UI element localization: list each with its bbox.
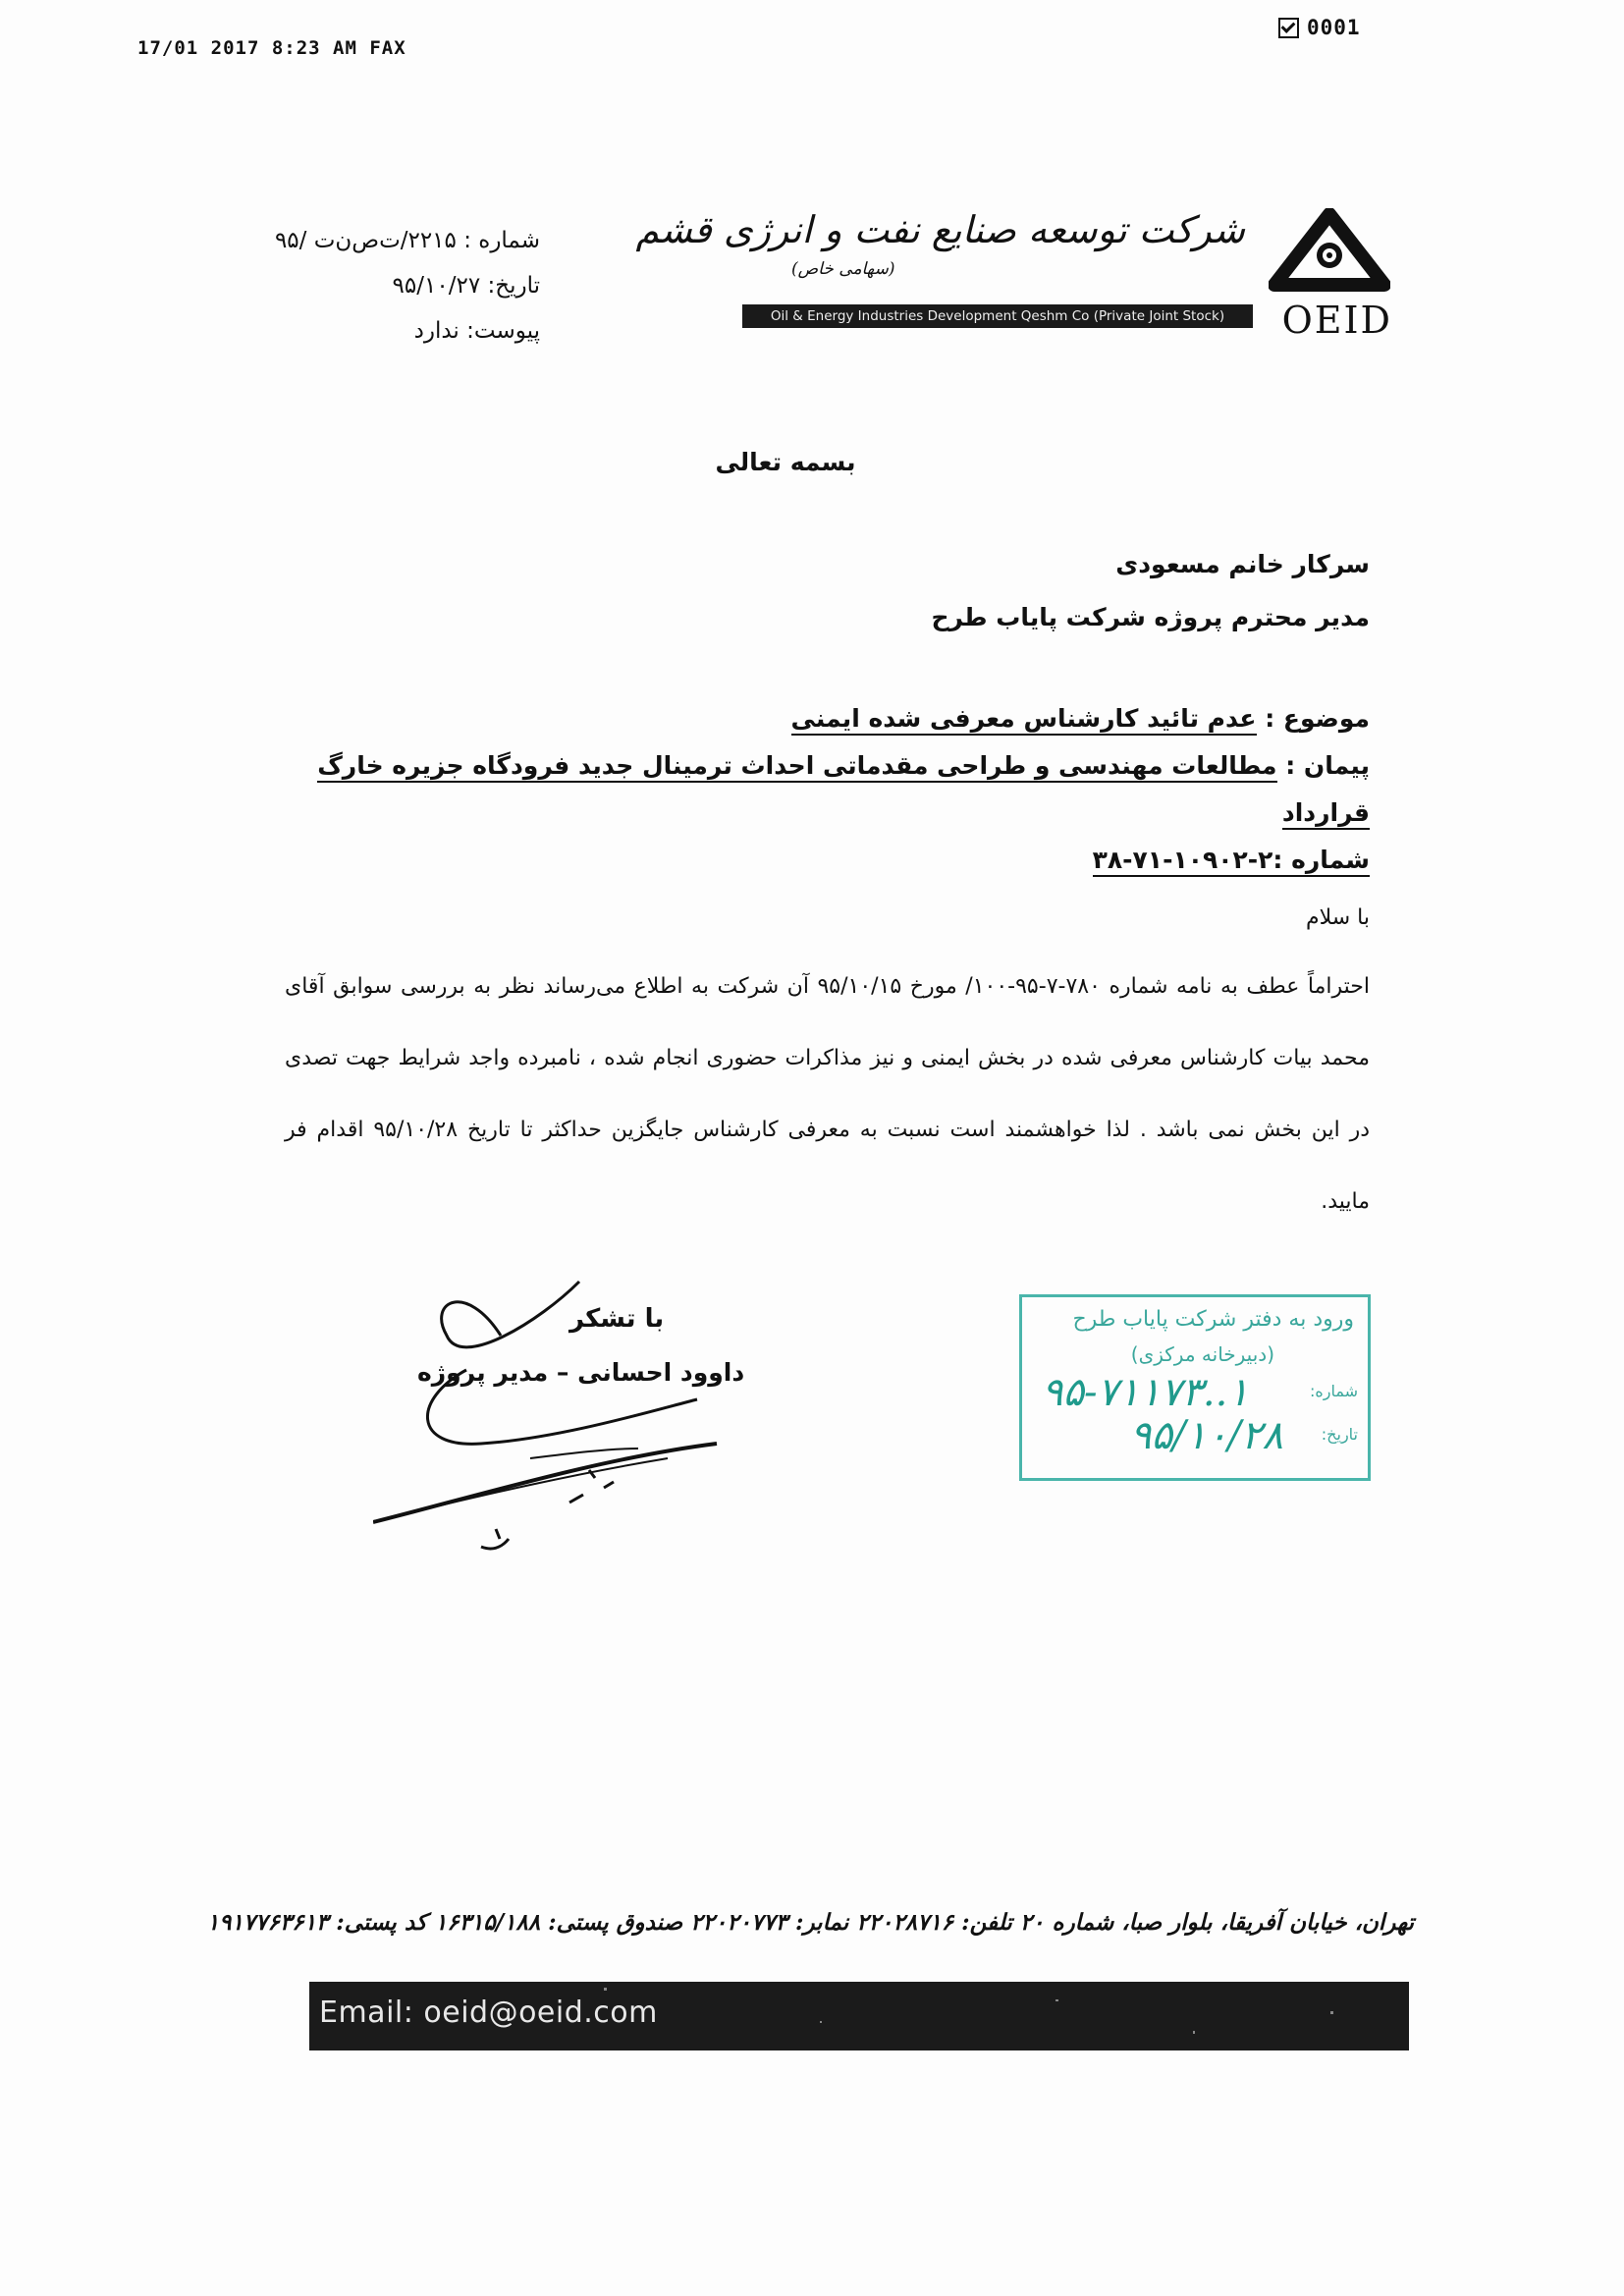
subject-block — [275, 695, 1370, 884]
subject-row — [275, 695, 1370, 742]
subject-label: موضوع : — [1265, 704, 1370, 733]
fax-header: 17/01 2017 8:23 AM FAX — [137, 37, 406, 59]
company-name-fa: شرکت توسعه صنایع نفت و انرژی قشم — [635, 208, 1245, 251]
reference-attachment-value: ندارد — [413, 318, 460, 344]
contract-row — [275, 742, 1370, 837]
stamp-date-value: ۹۵/۱۰/۲۸ — [1130, 1413, 1283, 1458]
reference-date-row — [226, 263, 540, 308]
signature-name-title: داوود احسانی – مدیر پروژه — [417, 1358, 745, 1387]
stamp-date-label: تاریخ: — [1321, 1425, 1358, 1444]
reference-number-label: شماره : — [463, 228, 540, 253]
company-name-en: Oil & Energy Industries Development Qeshm Co (Private Joint Stock) — [742, 304, 1253, 328]
page-number — [1278, 16, 1361, 39]
reference-date-value: ۹۵/۱۰/۲۷ — [392, 273, 481, 299]
checkbox-icon — [1278, 18, 1299, 38]
contract-number-row — [275, 837, 1370, 884]
receipt-stamp — [1019, 1294, 1371, 1481]
recipient-title: مدیر محترم پروژه شرکت پایاب طرح — [931, 603, 1370, 631]
page-number-value: 0001 — [1307, 16, 1361, 39]
stamp-title: ورود به دفتر شرکت پایاب طرح — [1072, 1307, 1354, 1332]
reference-number-row — [226, 218, 540, 263]
reference-info — [226, 218, 540, 354]
reference-attachment-label: پیوست: — [466, 318, 540, 344]
footer-email: Email: oeid@oeid.com — [319, 1995, 658, 2030]
recipient-block — [687, 538, 1370, 644]
contract-label: پیمان : — [1285, 751, 1370, 780]
contract-number: شماره :۲-۱۰۹۰۲-۷۱-۳۸ — [1093, 846, 1370, 877]
subject-value: عدم تائید کارشناس معرفی شده ایمنی — [791, 704, 1257, 736]
letterhead — [635, 208, 1392, 342]
brand-logo-text: OEID — [1281, 299, 1392, 342]
greeting: با سلام — [1305, 905, 1370, 930]
company-emblem-icon — [1269, 208, 1390, 297]
company-type-fa: (سهامی خاص) — [791, 259, 895, 279]
stamp-number-label: شماره: — [1309, 1382, 1358, 1400]
besmeh-heading: بسمه تعالی — [715, 448, 856, 476]
stamp-subtitle: (دبیرخانه مرکزی) — [1130, 1342, 1274, 1366]
reference-date-label: تاریخ: — [487, 273, 540, 299]
reference-number-value: ۲۲۱۵/ت‌ص‌ن‌ت /۹۵ — [274, 228, 457, 253]
footer-address: تهران، خیابان آفریقا، بلوار صبا، شماره ۲۰ تلفن: ۲۲۰۲۸۷۱۶ نمابر: ۲۲۰۲۰۷۷۳ صندوق پستی: ۱۶۳۱۵/۱۸۸ کد پستی: ۱۹۱۷۷۶۳۶۱۳ — [206, 1909, 1414, 1936]
signature-block — [373, 1262, 785, 1576]
contract-value: مطالعات مهندسی و طراحی مقدماتی احداث ترمینال جدید فرودگاه جزیره خارگ قرارداد — [317, 751, 1370, 830]
footer-bar — [309, 1982, 1409, 2050]
letter-body: احتراماً عطف به نامه شماره ۷۸۰-۷-۹۵-۱۰۰/ مورخ ۹۵/۱۰/۱۵ آن شرکت به اطلاع می‌رساند نظر به بررسی سوابق آقای محمد بیات کارشناس معرفی شده در بخش ایمنی و نیز مذاکرات حضوری انجام شده ، نامبرده واجد شرایط جهت تصدی در این بخش نمی باشد . لذا خواهشمند است نسبت به معرفی کارشناس جایگزین حداکثر تا تاریخ ۹۵/۱۰/۲۸ اقدام فر مایید. — [285, 974, 1370, 1214]
recipient-name: سرکار خانم مسعودی — [1115, 550, 1370, 578]
stamp-number-value: ۱..۹۵-۷۱۱۷۳ — [1042, 1370, 1249, 1415]
reference-attachment-row — [226, 308, 540, 354]
signature-thanks: با تشکر — [569, 1304, 665, 1334]
